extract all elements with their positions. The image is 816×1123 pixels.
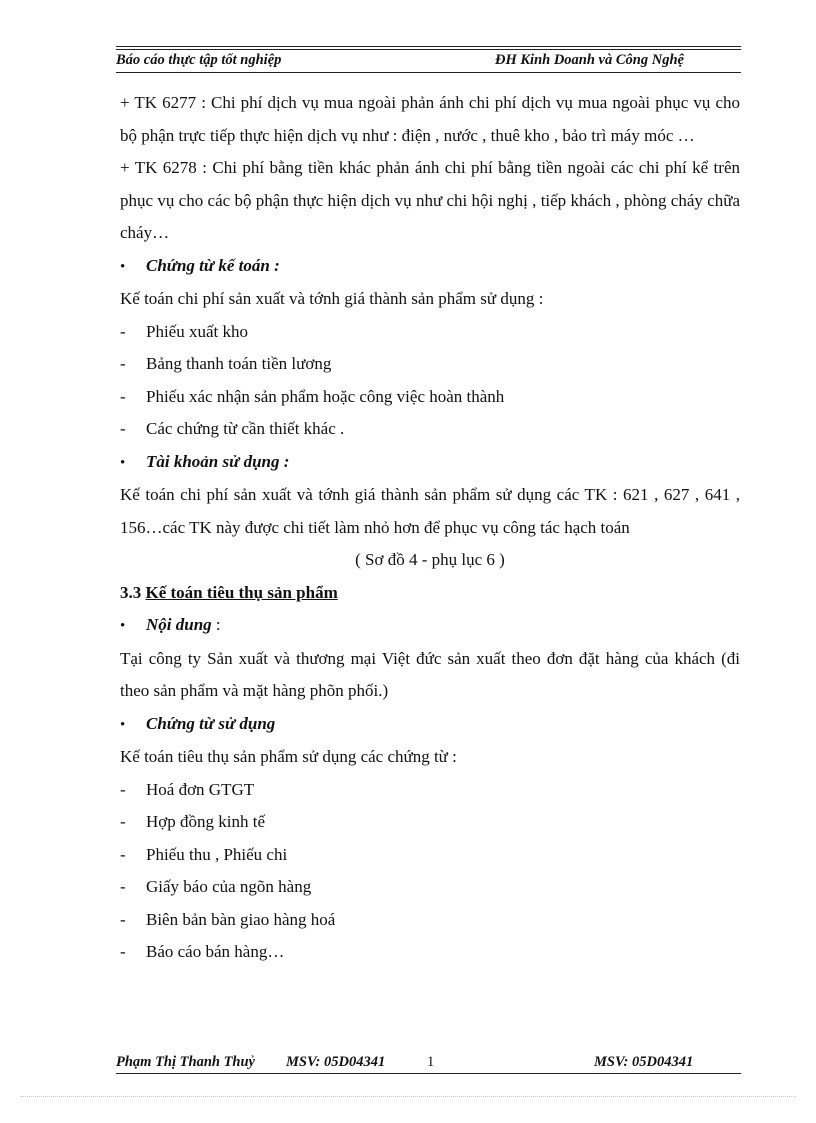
bullet-dot: • xyxy=(120,454,126,471)
bullet-heading-text: Tài khoản sử dụng : xyxy=(146,451,290,471)
header-left: Báo cáo thực tập tốt nghiệp xyxy=(116,52,282,68)
list-item xyxy=(120,839,740,872)
list-item xyxy=(120,316,740,349)
list-item-text: Các chứng từ cần thiết khác . xyxy=(146,419,345,438)
section-number: 3.3 xyxy=(120,582,142,602)
document-list-2 xyxy=(120,774,740,969)
list-item-text: Biên bản bàn giao hàng hoá xyxy=(146,909,336,929)
list-item xyxy=(120,806,740,839)
paragraph: Tại công ty Sản xuất và thương mại Việt đức sản xuất theo đơn đặt hàng của khách (đi theo sản phẩm và mặt hàng phõn phối.) xyxy=(120,648,740,700)
bullet-dot: • xyxy=(120,258,126,275)
bullet-heading-text: Nội dung xyxy=(146,615,212,634)
paragraph: Kế toán chi phí sản xuất và tớnh giá thành sản phẩm sử dụng các TK : 621 , 627 , 641 , 156…các TK này được chi tiết làm nhỏ hơn để phục vụ công tác hạch toán xyxy=(120,485,740,537)
dash-marker: - xyxy=(120,386,126,406)
bullet-heading xyxy=(120,446,740,480)
list-item-text: Hợp đồng kinh tế xyxy=(146,812,266,831)
dash-marker: - xyxy=(120,354,126,373)
list-item-text: Báo cáo bán hàng… xyxy=(146,942,285,961)
dash-marker: - xyxy=(120,942,126,961)
section-title: Kế toán tiêu thụ sản phẩm xyxy=(145,582,338,602)
bullet-dot: • xyxy=(120,716,126,733)
bullet-heading-text: Chứng từ kế toán : xyxy=(146,255,280,275)
bullet-heading xyxy=(120,250,740,284)
list-item xyxy=(120,774,740,807)
section-heading xyxy=(120,577,740,610)
list-item xyxy=(120,936,740,969)
bullet-dot: • xyxy=(120,618,126,634)
list-item xyxy=(120,381,740,414)
footer-rule xyxy=(116,1073,741,1074)
footer-msv-right: MSV: 05D04341 xyxy=(594,1054,694,1070)
bullet-heading-text: Chứng từ sử dụng xyxy=(146,713,276,733)
header-right: ĐH Kinh Doanh và Công Nghệ xyxy=(495,52,684,68)
dash-marker: - xyxy=(120,779,126,799)
list-item-text: Giấy báo của ngõn hàng xyxy=(146,877,312,896)
list-item-text: Hoá đơn GTGT xyxy=(146,779,255,799)
list-item xyxy=(120,871,740,904)
dash-marker: - xyxy=(120,812,126,831)
footer-msv-left: MSV: 05D04341 xyxy=(286,1054,386,1070)
footer-page-number: 1 xyxy=(427,1054,435,1070)
dash-marker: - xyxy=(120,844,126,864)
list-item-text: Phiếu thu , Phiếu chi xyxy=(146,844,288,864)
bullet-heading xyxy=(120,708,740,742)
paragraph: Kế toán chi phí sản xuất và tớnh giá thành sản phẩm sử dụng : xyxy=(120,289,544,308)
dash-marker: - xyxy=(120,419,126,438)
header-rule-bottom xyxy=(116,49,741,50)
list-item-text: Bảng thanh toán tiền lương xyxy=(146,354,332,373)
paragraph-tk6278: + TK 6278 : Chi phí bằng tiền khác phản ánh chi phí bằng tiền ngoài các chi phí kể trên phục vụ cho các bộ phận thực hiện dịch vụ như chi hội nghị , tiếp khách , phòng cháy chữa cháy… xyxy=(120,158,740,242)
list-item-text: Phiếu xác nhận sản phẩm hoặc công việc hoàn thành xyxy=(146,386,505,406)
paragraph: Kế toán tiêu thụ sản phẩm sử dụng các chứng từ : xyxy=(120,747,457,766)
document-list-1 xyxy=(120,316,740,446)
header-rule-top xyxy=(116,46,741,47)
list-item xyxy=(120,348,740,381)
bullet-heading xyxy=(120,609,740,643)
paragraph-tk6277: + TK 6277 : Chi phí dịch vụ mua ngoài phản ánh chi phí dịch vụ mua ngoài phục vụ cho bộ phận trực tiếp thực hiện dịch vụ như : điện , nước , thuê kho , bảo trì máy móc … xyxy=(120,93,740,145)
bullet-heading-tail: : xyxy=(211,615,221,634)
document-body xyxy=(120,87,740,969)
page-edge-dotted-line xyxy=(20,1096,796,1097)
list-item-text: Phiếu xuất kho xyxy=(146,321,248,341)
list-item xyxy=(120,413,740,446)
dash-marker: - xyxy=(120,909,126,929)
dash-marker: - xyxy=(120,877,126,896)
list-item xyxy=(120,904,740,937)
footer-author: Phạm Thị Thanh Thuỷ xyxy=(116,1054,255,1070)
diagram-reference: ( Sơ đồ 4 - phụ lục 6 ) xyxy=(355,550,505,569)
header-underline xyxy=(116,72,741,73)
dash-marker: - xyxy=(120,321,126,341)
